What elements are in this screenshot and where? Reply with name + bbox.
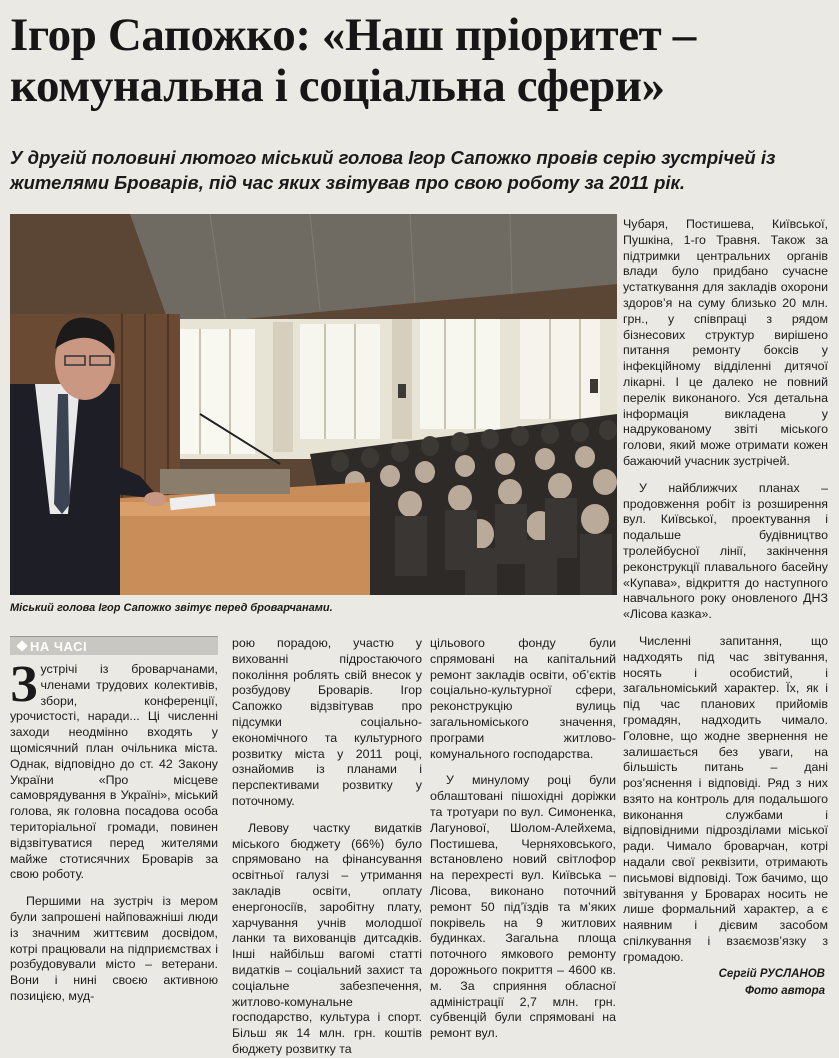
column-3	[430, 636, 616, 1042]
column-4-paragraph-3: Численні запитання, що надходять під час звітування, носять і особистий, і загальноміський характер. Їх, як і під час планових прийомів громадян, надходить чимало. Головне, що жодне звернення не залишається без уваги, на більшість питань – дані роз’яснення і відповіді. Ряд з них взято на контроль для подальшого виконання службами і відповідними підрозділами міської ради. Чимало броварчан, котрі надали свої реквізити, отримають письмові відповіді. Тож бачимо, що звітування у Броварах носить не лише формальний характер, а є наявним і дієвим засобом спілкування і взаємозв’язку з громадою.	[623, 633, 828, 964]
column-2-paragraph-1: рою порадою, участю у вихованні підростаючого покоління роблять свій внесок у розбудову Броварів. Ігор Сапожко відзвітував про підсумки соціально-економічного та культурного розвитку міста у 2011 році, ознайомив із планами і перспективами розвитку у поточному.	[232, 636, 422, 808]
column-4-paragraph-2: У найближчих планах – продовження робіт із розширення вул. Київської, проектування і подальше будівництво тролейбусної лінії, закінчення реконструкції плавального басейну «Купава», відкриття до наступного навчального року оновленого ДНЗ «Лісова казка».	[623, 480, 828, 622]
column-1-paragraph-1	[10, 656, 218, 883]
column-2-paragraph-2: Левову частку видатків міського бюджету (66%) було спрямовано на фінансування освітньої галузі – утримання закладів освіти, оплату енергоносіїв, заробітну плату, харчування учнів молодшої ланки та вихованців дитсадків. Інші найбільш вагомі статті видатків – соціальний захист та соціальне забезпечення, житлово-комунальне господарство, культура і спорт. Більш як 14 млн. грн. коштів бюджету розвитку та	[232, 820, 422, 1056]
column-2	[232, 636, 422, 1058]
article-lead: У другій половині лютого міський голова Ігор Сапожко провів серію зустрічей із жителями Броварів, під час яких звітував про свою роботу за 2011 рік.	[10, 147, 776, 193]
column-1-paragraph-1-text: устрічі із броварчанами, членами трудових колективів, збори, конференції, урочистості, наради... Ці численні заходи неодмінно входять у щомісячний план очільника міста. Однак, відповідно до ст. 42 Закону України «Про місцеве самоврядування в Україні», міський голова, як головна посадова особа територіальної громади, повинен відзвітуватися перед жителями майже стотисячних Броварів за свою роботу.	[10, 662, 218, 882]
column-4-paragraph-1: Чубаря, Постишева, Київської, Пушкіна, 1-го Травня. Також за підтримки центральних органів влади було придбано сучасне устаткування для закладів охорони здоров’я на суму близько 20 млн. грн., у співпраці з рядом бізнесових структур вирішено питання ремонту боксів у інфекційному відділенні дитячої лікарні. І це далеко не повний перелік виконаного. Уся детальна інформація викладена у надрукованому звіті міського голови, який може отримати кожен бажаючий учасник зустрічей.	[623, 217, 828, 468]
headline-line-1: Ігор Сапожко: «Наш пріоритет –	[10, 9, 696, 61]
diamond-icon	[16, 640, 27, 651]
column-3-paragraph-2: У минулому році були облаштовані пішохідні доріжки та тротуари по вул. Симоненка, Лагунової, Шолом-Алейхема, Постишева, Черняховського, встановлено новий світлофор на перехресті вул. Київська – Лісова, виконано поточний ремонт 50 під’їздів та м’яких покрівель на 9 житлових будинках. Загальна площа поточного ямкового ремонту дорожнього покриття – 4600 кв. м. За сприяння обласної адміністрації 2,7 млн. грн. субвенцій були спрямовані на ремонт вул.	[430, 773, 616, 1041]
photo-caption: Міський голова Ігор Сапожко звітує перед броварчанами.	[10, 602, 333, 614]
article-photo	[10, 214, 617, 595]
rubric-label	[10, 636, 218, 655]
column-1-paragraph-2: Першими на зустріч із мером були запрошені найповажніші люди із значним життєвим досвідом, котрі працювали на підприємствах і розбудовували місто – ветерани. Вони і нині своєю активною позицією, муд-	[10, 894, 218, 1003]
photo-credit: Фото автора	[744, 985, 825, 997]
article-byline	[719, 966, 825, 1000]
headline-line-2: комунальна і соціальна сфери»	[10, 60, 665, 112]
article-headline	[10, 10, 832, 112]
column-1	[10, 656, 218, 1005]
column-4	[623, 217, 828, 966]
column-3-paragraph-1: цільового фонду були спрямовані на капітальний ремонт закладів освіти, об’єктів соціально-культурної сфери, реконструкцію вулиць загальноміського значення, програми житлово-комунального господарства.	[430, 636, 616, 761]
drop-cap: З	[10, 656, 38, 713]
meeting-hall-photo	[10, 214, 617, 595]
author-name: Сергій РУСЛАНОВ	[718, 968, 825, 980]
rubric-text: НА ЧАСІ	[30, 639, 88, 654]
